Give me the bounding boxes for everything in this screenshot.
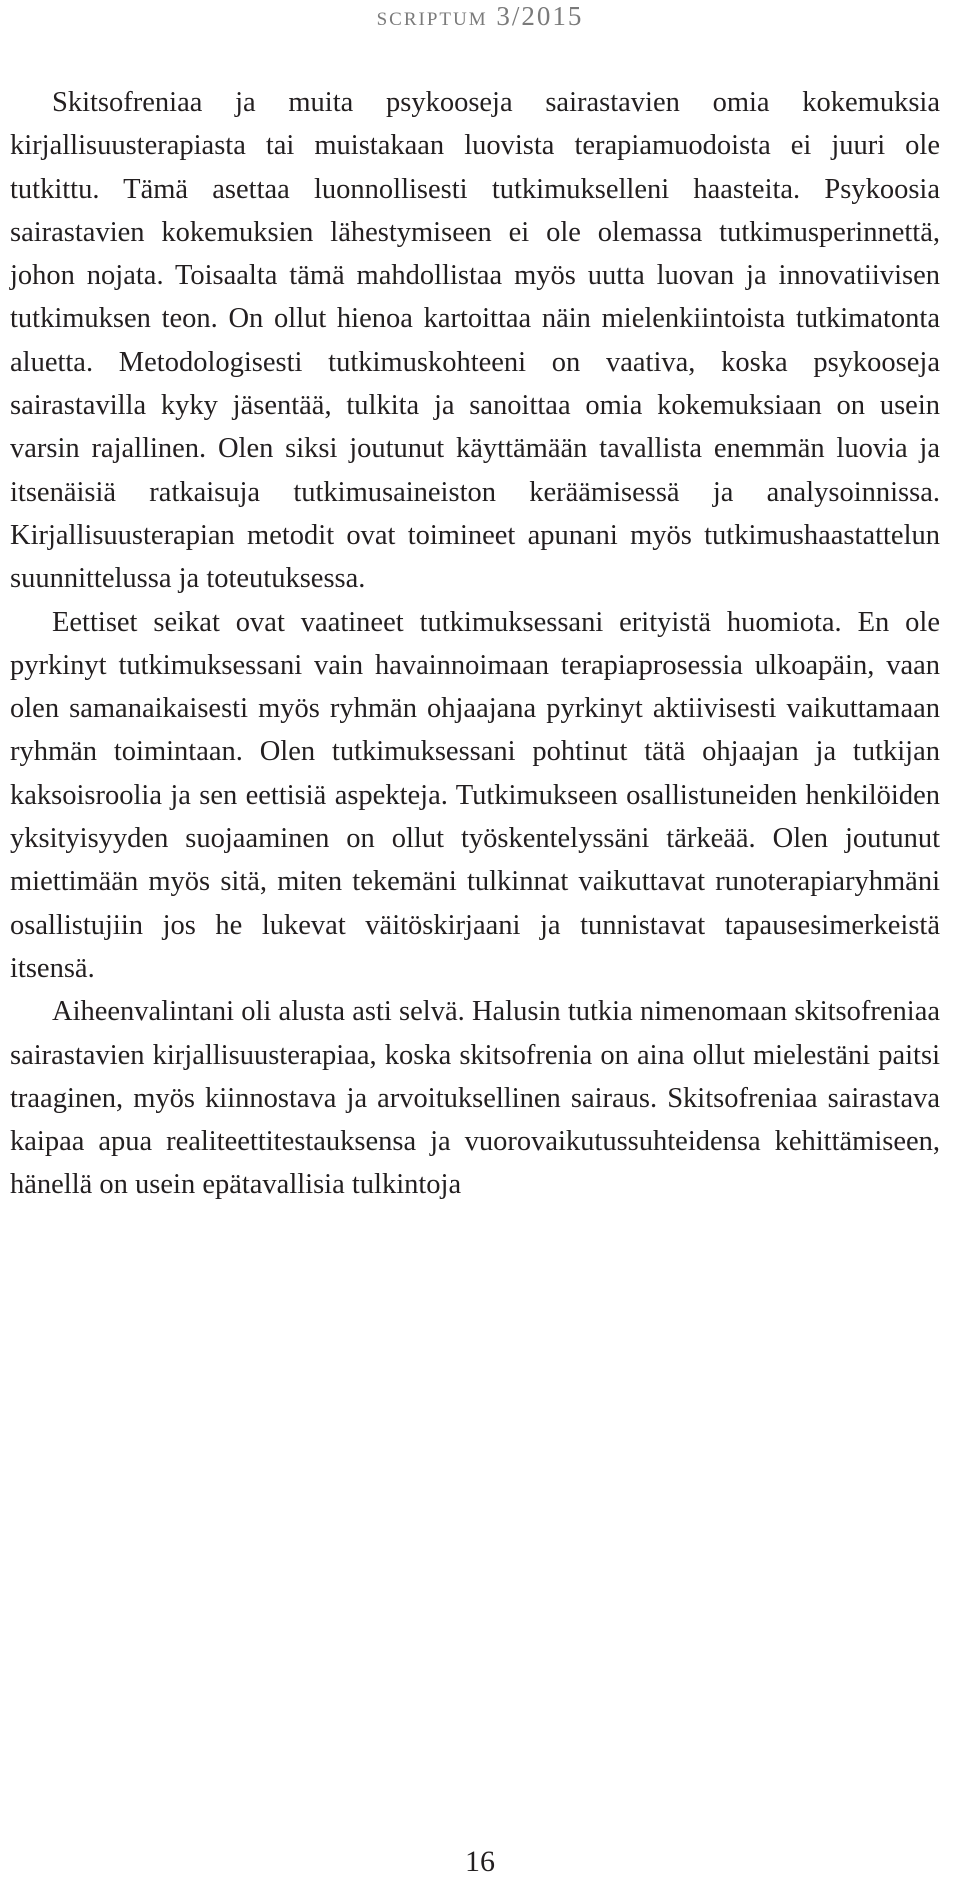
page-number: 16	[465, 1845, 495, 1878]
running-header: scriptum 3/2015	[376, 1, 584, 31]
paragraph: Skitsofreniaa ja muita psykooseja sairastavien omia kokemuksia kirjallisuusterapiasta tai muistakaan luovista terapiamuodoista ei juuri ole tutkittu. Tämä asettaa luonnollisesti tutkimukselleni haasteita. Psykoosia sairastavien kokemuksien lähestymiseen ei ole olemassa tutkimusperinnettä, johon nojata. Toisaalta tämä mahdollistaa myös uutta luovan ja innovatiivisen tutkimuksen teon. On ollut hienoa kartoittaa näin mielenkiintoista tutkimatonta aluetta. Metodologisesti tutkimuskohteeni on vaativa, koska psykooseja sairastavilla kyky jäsentää, tulkita ja sanoittaa omia kokemuksiaan on usein varsin rajallinen. Olen siksi joutunut käyttämään tavallista enemmän luovia ja itsenäisiä ratkaisuja tutkimusaineiston keräämisessä ja analysoinnissa. Kirjallisuusterapian metodit ovat toimineet apunani myös tutkimushaastattelun suunnittelussa ja toteutuksessa.	[10, 87, 940, 595]
paragraph: Eettiset seikat ovat vaatineet tutkimuksessani erityistä huomiota. En ole pyrkinyt tutkimuksessani vain havainnoimaan terapiaprosessia ulkoapäin, vaan olen samanaikaisesti myös ryhmän ohjaajana pyrkinyt aktiivisesti vaikuttamaan ryhmän toimintaan. Olen tutkimuksessani pohtinut tätä ohjaajan ja tutkijan kaksoisroolia ja sen eettisiä aspekteja. Tutkimukseen osallistuneiden henkilöiden yksityisyyden suojaaminen on ollut työskentelyssäni tärkeää. Olen joutunut miettimään myös sitä, miten tekemäni tulkinnat vaikuttavat runoterapiaryhmäni osallistujiin jos he lukevat väitöskirjaani ja tunnistavat tapausesimerkeistä itsensä.	[10, 606, 940, 984]
body-text	[10, 81, 940, 1207]
paragraph: Aiheenvalintani oli alusta asti selvä. Halusin tutkia nimenomaan skitsofreniaa sairastavien kirjallisuusterapiaa, koska skitsofrenia on aina ollut mielestäni paitsi traaginen, myös kiinnostava ja arvoituksellinen sairaus. Skitsofreniaa sairastava kaipaa apua realiteettitestauksensa ja vuorovaikutussuhteidensa kehittämiseen, hänellä on usein epätavallisia tulkintoja	[10, 996, 940, 1201]
